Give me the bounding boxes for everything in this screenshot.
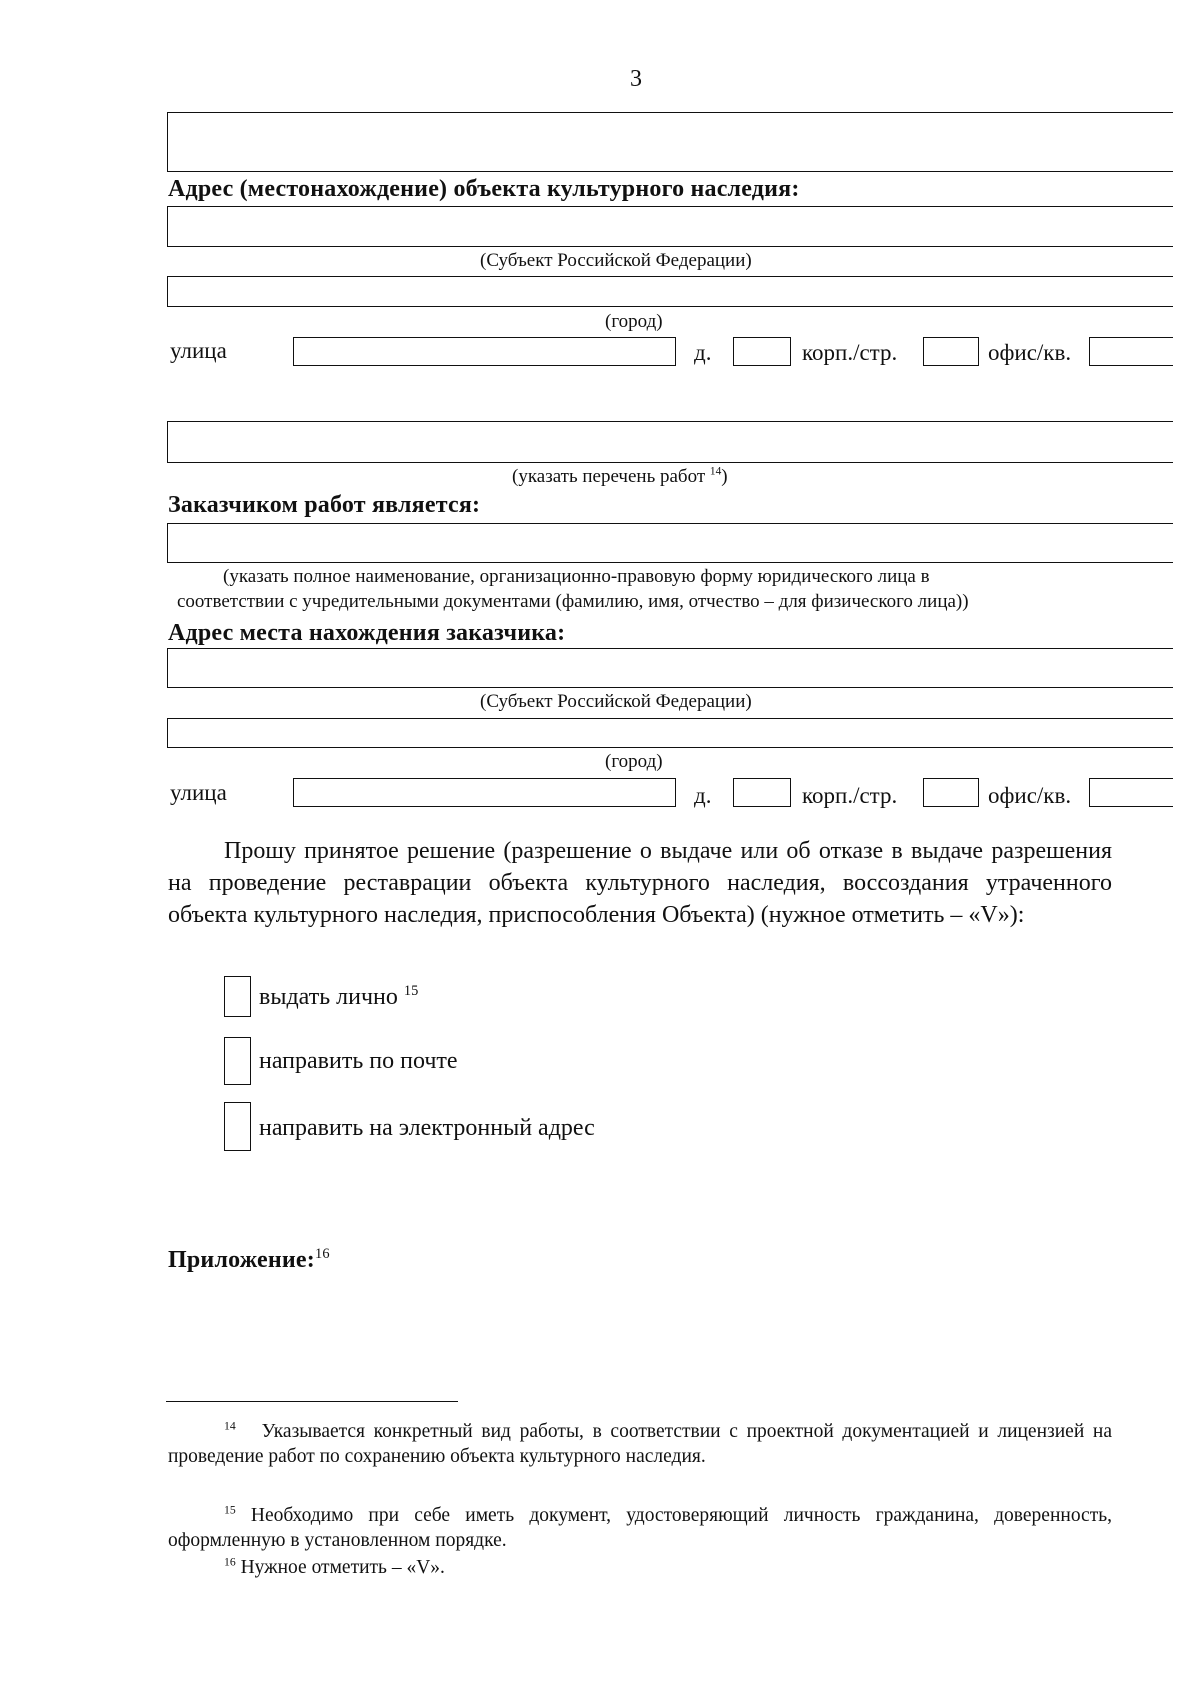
object-street-label: улица — [170, 338, 227, 363]
object-subject-caption: (Субъект Российской Федерации) — [480, 250, 752, 271]
footnote-ref-14: 14 — [709, 465, 722, 478]
deliver-in-person-text: выдать лично — [259, 984, 398, 1010]
page-number: 3 — [630, 66, 642, 92]
object-house-label: д. — [694, 340, 712, 365]
works-list-caption: (указать перечень работ $^{14}$) — [512, 465, 728, 487]
customer-subject-field[interactable] — [167, 648, 1173, 688]
deliver-in-person-checkbox[interactable] — [224, 976, 251, 1017]
customer-caption-line1: (указать полное наименование, организационно-правовую форму юридического лица в — [223, 566, 930, 587]
footnote-15-number: 15 — [224, 1503, 236, 1517]
attachment-heading — [168, 1247, 330, 1274]
customer-house-label: д. — [694, 783, 712, 808]
footnote-16-text: Нужное отметить – «V». — [240, 1557, 445, 1578]
send-by-email-checkbox[interactable] — [224, 1102, 251, 1151]
customer-city-caption: (город) — [605, 751, 663, 772]
footnote-14-number: 14 — [224, 1419, 236, 1433]
customer-street-label: улица — [170, 780, 227, 805]
footnote-14 — [168, 1419, 1112, 1469]
customer-building-label: корп./стр. — [802, 783, 898, 808]
footnote-14-text: Указывается конкретный вид работы, в соответствии с проектной документацией и лицензией на проведение работ по сохранению объекта культурного наследия. — [168, 1421, 1112, 1467]
object-office-input[interactable] — [1089, 337, 1173, 366]
request-paragraph: Прошу принятое решение (разрешение о выдаче или об отказе в выдаче разрешения на проведение реставрации объекта культурного наследия, воссоздания утраченного объекта культурного наследия, приспособления Объекта) (нужное отметить – «V»): — [168, 838, 1112, 928]
send-by-email-label: направить на электронный адрес — [259, 1115, 595, 1141]
customer-office-input[interactable] — [1089, 778, 1173, 807]
footnote-16-number: 16 — [224, 1555, 236, 1569]
attachment-heading-text: Приложение: — [168, 1247, 315, 1273]
customer-house-input[interactable] — [733, 778, 791, 807]
customer-street-input[interactable] — [293, 778, 676, 807]
object-address-heading: Адрес (местонахождение) объекта культурного наследия: — [168, 176, 800, 202]
object-subject-field[interactable] — [167, 206, 1173, 247]
send-by-mail-checkbox[interactable] — [224, 1037, 251, 1085]
footnote-ref-16: 16 — [314, 1246, 330, 1262]
customer-subject-caption: (Субъект Российской Федерации) — [480, 691, 752, 712]
send-by-mail-label: направить по почте — [259, 1048, 458, 1074]
object-street-input[interactable] — [293, 337, 676, 366]
deliver-in-person-label — [259, 984, 418, 1011]
works-caption-text: (указать перечень работ — [512, 466, 706, 487]
object-building-label: корп./стр. — [802, 340, 898, 365]
footnote-16 — [168, 1555, 1112, 1580]
object-city-caption: (город) — [605, 311, 663, 332]
footnote-15 — [168, 1503, 1112, 1553]
customer-office-label: офис/кв. — [988, 783, 1072, 808]
customer-name-field[interactable] — [167, 523, 1173, 563]
footnote-separator — [166, 1401, 458, 1402]
object-city-field[interactable] — [167, 276, 1173, 307]
object-name-field[interactable] — [167, 112, 1173, 172]
customer-heading: Заказчиком работ является: — [168, 492, 481, 518]
footnote-15-text: Необходимо при себе иметь документ, удостоверяющий личность гражданина, доверенность, оформленную в установленном порядке. — [168, 1505, 1113, 1551]
customer-building-input[interactable] — [923, 778, 979, 807]
customer-city-field[interactable] — [167, 718, 1173, 748]
works-list-field[interactable] — [167, 421, 1173, 463]
object-building-input[interactable] — [923, 337, 979, 366]
object-house-input[interactable] — [733, 337, 791, 366]
customer-address-heading: Адрес места нахождения заказчика: — [168, 620, 566, 646]
footnote-ref-15: 15 — [403, 983, 419, 999]
customer-caption-line2: соответствии с учредительными документами (фамилию, имя, отчество – для физического лица)) — [177, 591, 969, 612]
object-office-label: офис/кв. — [988, 340, 1072, 365]
